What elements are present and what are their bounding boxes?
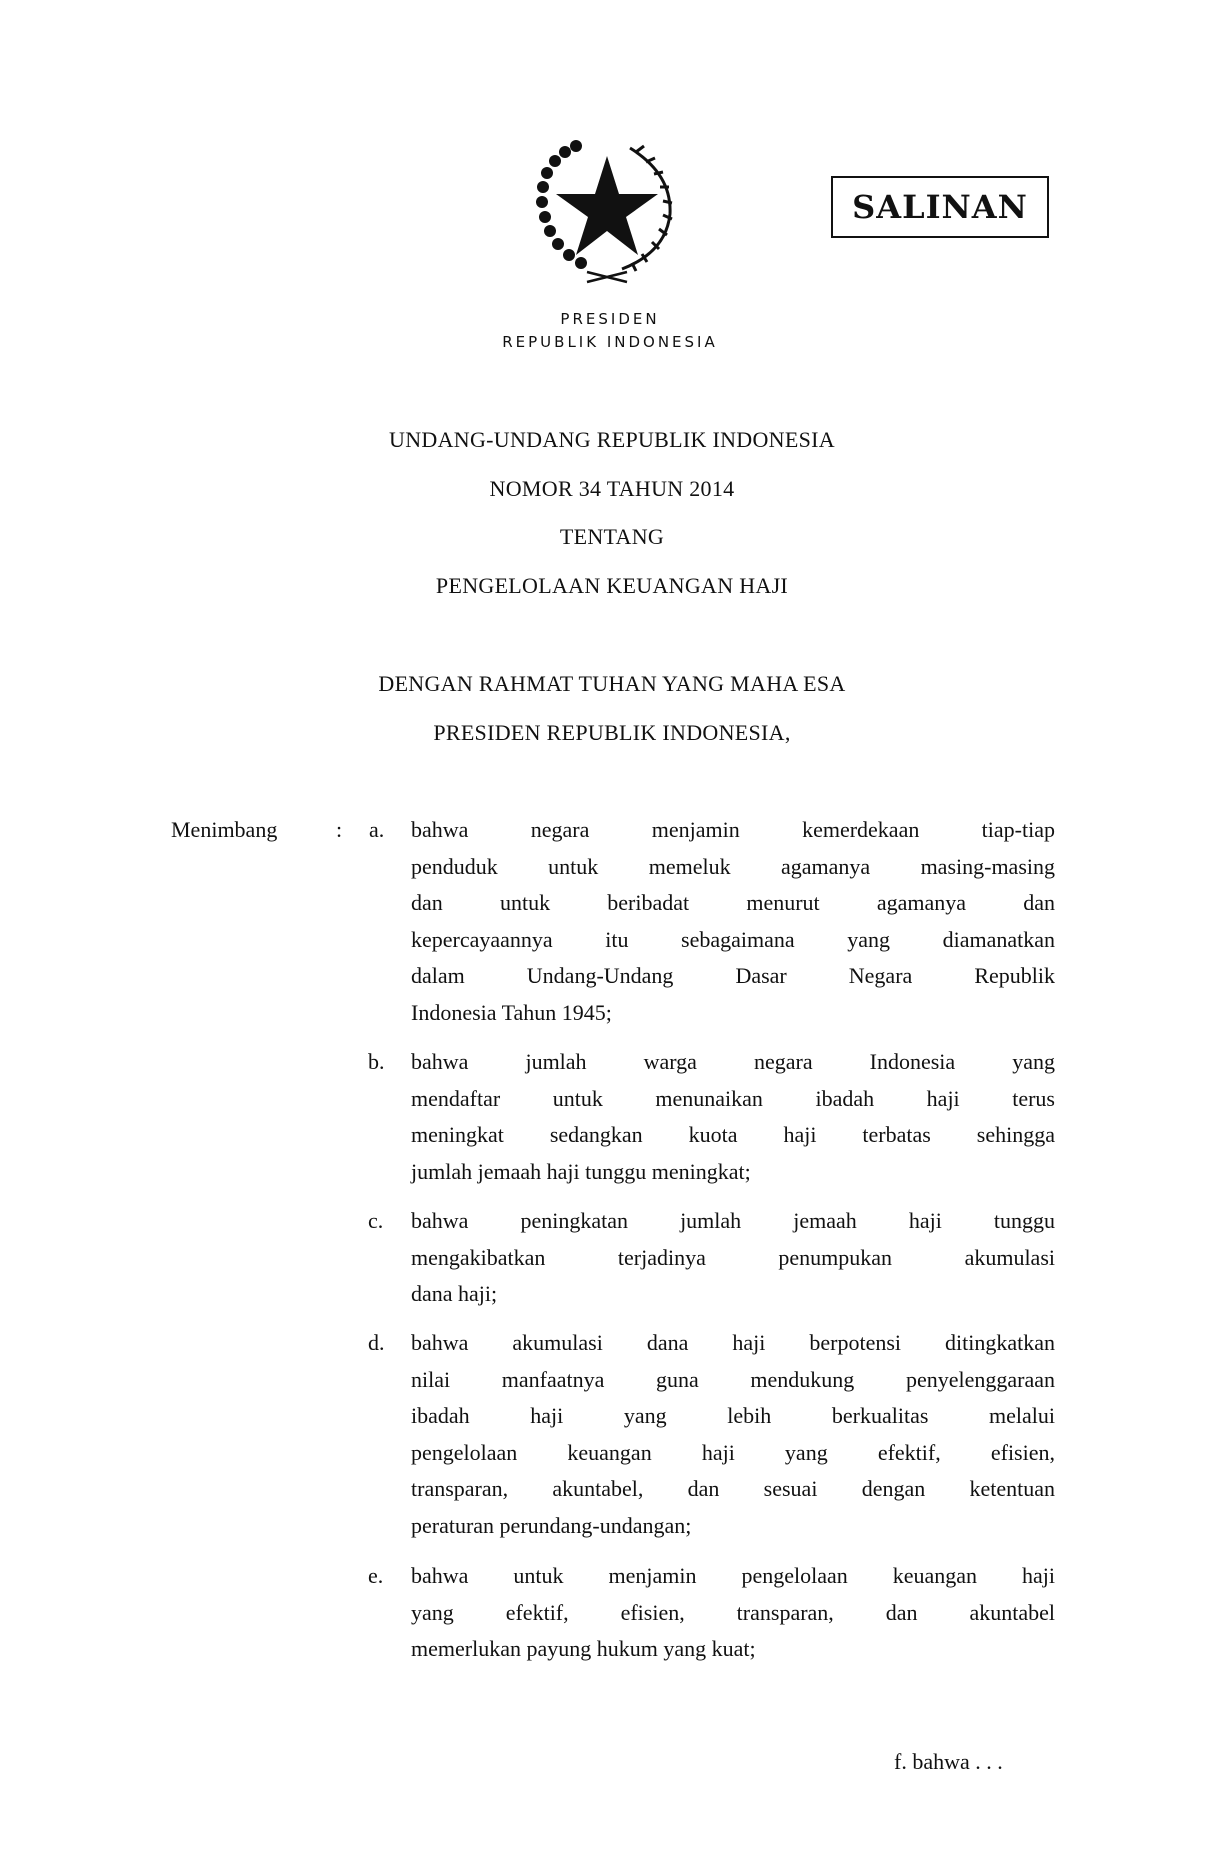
item-text-line: mendaftar untuk menunaikan ibadah haji terus [411, 1085, 1055, 1111]
star-icon [556, 156, 658, 255]
item-text-line: mengakibatkan terjadinya penumpukan akumulasi [411, 1244, 1055, 1270]
item-letter: c. [368, 1208, 384, 1233]
item-text-line: penduduk untuk memeluk agamanya masing-masing [411, 853, 1055, 879]
considering-colon: : [336, 817, 343, 842]
item-text-line: ibadah haji yang lebih berkualitas melalui [411, 1403, 1055, 1429]
item-letter: a. [369, 817, 385, 842]
law-title: UNDANG-UNDANG REPUBLIK INDONESIA [389, 427, 835, 452]
item-text-line: memerlukan payung hukum yang kuat; [411, 1636, 756, 1662]
item-text-line: nilai manfaatnya guna mendukung penyelenggaraan [411, 1366, 1055, 1392]
item-text-line: bahwa akumulasi dana haji berpotensi ditingkatkan [411, 1330, 1055, 1355]
item-text-line: bahwa untuk menjamin pengelolaan keuangan haji [411, 1563, 1055, 1588]
item-text-line: bahwa negara menjamin kemerdekaan tiap-tiap [411, 817, 1055, 842]
garuda-star-emblem-logo [532, 134, 682, 284]
considering-label: Menimbang [171, 817, 278, 842]
item-text-line: kepercayaannya itu sebagaimana yang diamanatkan [411, 926, 1055, 952]
item-text-line: bahwa jumlah warga negara Indonesia yang [411, 1049, 1055, 1074]
item-text-line: yang efektif, efisien, transparan, dan akuntabel [411, 1599, 1055, 1625]
item-text-line: jumlah jemaah haji tunggu meningkat; [411, 1158, 751, 1184]
item-text-line: meningkat sedangkan kuota haji terbatas sehingga [411, 1122, 1055, 1148]
item-text-line: dana haji; [411, 1281, 498, 1307]
item-text-line: Indonesia Tahun 1945; [411, 1000, 612, 1025]
item-text-line: peraturan perundang-undangan; [411, 1513, 692, 1538]
item-text-line: dan untuk beribadat menurut agamanya dan [411, 890, 1055, 916]
invocation: DENGAN RAHMAT TUHAN YANG MAHA ESA [378, 671, 846, 696]
emblem-caption-line1: PRESIDEN [560, 310, 660, 328]
item-letter: b. [368, 1049, 385, 1074]
item-text-line: dalam Undang-Undang Dasar Negara Republik [411, 963, 1055, 989]
law-number: NOMOR 34 TAHUN 2014 [489, 476, 735, 501]
page-continuation: f. bahwa . . . [894, 1749, 1003, 1774]
law-subject: PENGELOLAAN KEUANGAN HAJI [435, 573, 789, 598]
emblem-caption-line2: REPUBLIK INDONESIA [502, 333, 718, 351]
president-heading: PRESIDEN REPUBLIK INDONESIA, [433, 720, 791, 745]
item-letter: e. [368, 1563, 384, 1588]
crossed-stems-icon [587, 272, 627, 282]
item-text-line: pengelolaan keuangan haji yang efektif, efisien, [411, 1439, 1055, 1465]
law-about: TENTANG [559, 524, 665, 549]
item-text-line: transparan, akuntabel, dan sesuai dengan ketentuan [411, 1476, 1055, 1502]
item-letter: d. [368, 1330, 385, 1355]
salinan-stamp: SALINAN [831, 176, 1049, 238]
item-text-line: bahwa peningkatan jumlah jemaah haji tunggu [411, 1208, 1055, 1233]
